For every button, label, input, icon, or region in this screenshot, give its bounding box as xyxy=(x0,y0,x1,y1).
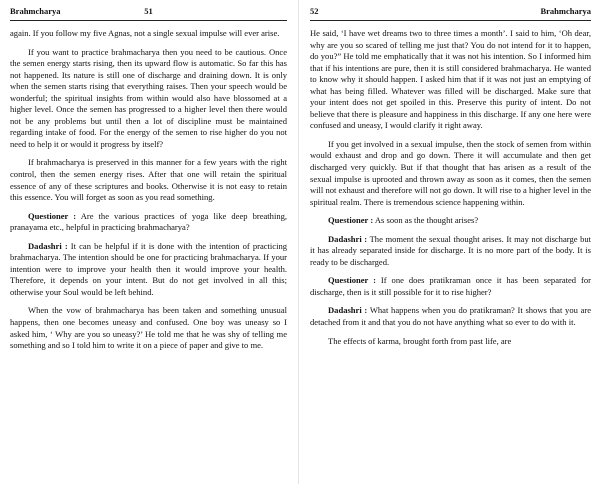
dialogue-text: As soon as the thought arises? xyxy=(373,215,479,226)
speaker-label: Questioner : xyxy=(328,215,374,226)
running-title: Brahmcharya xyxy=(540,6,591,16)
right-page xyxy=(302,0,599,484)
paragraph: He said, ‘I have wet dreams two to three times a month’. I said to him, ‘Oh dear, why are you so scared of telling me just that? You do not intend for it to happen, do you?” He told me emphatically that it was not his intention. So I informed him that if his intentions are pure, then it is still considered brahmacharya. He wanted to know why it should happen. I asked him that if it was not just an emptying of what has being filled. Whatever was filled will be discharged. Make sure that your intent does not get spoiled in this. Preserve this purity of intent. Do not believe that there is pleasure and happiness in this discharge. If any one here were confused and uneasy, I would clarify it right away. xyxy=(310,28,591,131)
left-page-header xyxy=(10,6,287,21)
paragraph: again. If you follow my five Agnas, not a single sexual impulse will ever arise. xyxy=(10,28,280,38)
right-page-header xyxy=(310,6,591,21)
dialogue-text: The moment the sexual thought arises. It may not discharge but it has already separated inside for discharge. It is no more part of the body. It is ready to be discharged. xyxy=(310,233,592,267)
paragraph: If you get involved in a sexual impulse, then the stock of semen from within would exhaust and drop and go down. There it will accumulate and then get discharged very quickly. But if that thought that has arisen as a result of the sexual impulse is uprooted and thrown away as soon as it comes, then the semen will not exhaust and therefore will not go down. It will rise to a higher level in the spiritual realm. There is tremendous science happening within. xyxy=(310,138,591,207)
paragraph: If you want to practice brahmacharya then you need to be cautious. Once the semen energy starts rising, then its upward flow is automatic. So far this has not happened. Its nature is still one of discharge and draining down. It is only when the semen starts rising that everything raises. Then your speech would be wonderful; the spiritual insights from within would also have blossomed at a higher level. Once the semen has progressed to a higher level then there would not be any problems but until then a lot of discipline must be maintained regarding intake of food. For the energy of the semen to rise higher do you not need to help it or would it progress by itself? xyxy=(10,46,287,149)
paragraph: If brahmacharya is preserved in this manner for a few years with the right control, then the semen energy rises. After that one will retain the spiritual essence of any of these scriptures and books. Otherwise it is not easy to retain this essence. You will forget as soon as you read something. xyxy=(10,157,287,203)
page-number: 51 xyxy=(144,6,153,16)
dialogue-text: It can be helpful if it is done with the intention of practicing brahmacharya. The intention should be one for practicing brahmacharya. If your intention were to improve your health then it would improve your health. Therefore, it depends on your intent. But do not get involved in all this; otherwise your Soul would be left behind. xyxy=(10,240,287,297)
speaker-label: Questioner : xyxy=(28,210,77,221)
page-number: 52 xyxy=(310,6,319,16)
speaker-label: Dadashri : xyxy=(328,233,368,244)
dialogue-text: What happens when you do pratikraman? It shows that you are detached from it and that you do not have anything what so ever to do with it. xyxy=(310,305,592,328)
dialogue-text: Are the various practices of yoga like deep breathing, pranayama etc., helpful in practicing brahmacharya? xyxy=(10,210,288,233)
dialogue-paragraph xyxy=(10,241,287,299)
dialogue-paragraph xyxy=(310,234,591,269)
paragraph: The effects of karma, brought forth from past life, are xyxy=(328,335,512,346)
running-title: Brahmcharya xyxy=(10,6,61,16)
dialogue-text: If one does pratikraman once it has been separated for discharge, then is it still possible for it to rise higher? xyxy=(310,275,591,297)
speaker-label: Questioner : xyxy=(328,275,376,286)
speaker-label: Dadashri : xyxy=(28,240,68,251)
paragraph: When the vow of brahmacharya has been taken and something unusual happens, then one becomes uneasy and confused. One boy was uneasy so I asked him, ‘ Why are you so uneasy?’ He told me that he was shy of telling me something and so I told him to write it on a piece of paper and give to me. xyxy=(10,305,287,351)
page-gutter xyxy=(298,0,299,484)
left-page xyxy=(0,0,295,484)
speaker-label: Dadashri : xyxy=(328,305,368,316)
dialogue-paragraph xyxy=(10,211,287,234)
dialogue-paragraph xyxy=(310,275,591,298)
dialogue-paragraph xyxy=(310,305,591,328)
dialogue-paragraph xyxy=(310,215,591,227)
